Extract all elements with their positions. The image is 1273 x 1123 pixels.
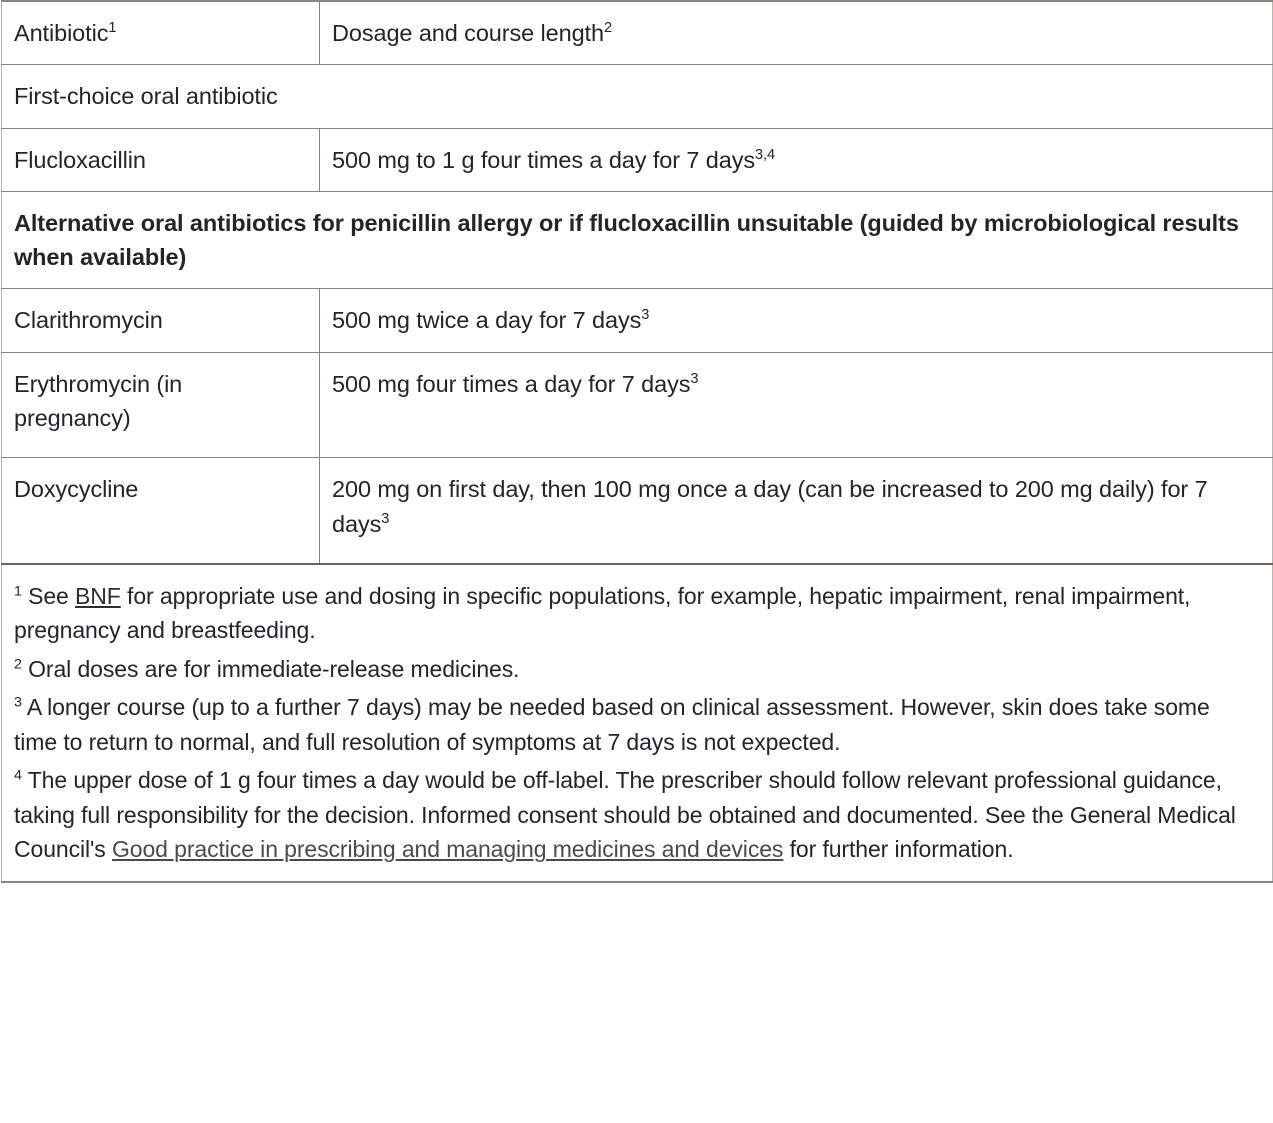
dose-footnote-marker: 3 xyxy=(381,510,390,527)
section-row-alternatives xyxy=(2,191,1273,289)
footnote-1 xyxy=(14,579,1258,648)
drug-name-flucloxacillin: Flucloxacillin xyxy=(2,128,320,191)
table-row xyxy=(2,289,1273,352)
dose-text: 200 mg on first day, then 100 mg once a day (can be increased to 200 mg daily) for 7 days xyxy=(332,476,1208,537)
section-label-alternatives: Alternative oral antibiotics for penicillin allergy or if flucloxacillin unsuitable (guided by microbiological results when available) xyxy=(2,191,1273,289)
drug-name-erythromycin: Erythromycin (in pregnancy) xyxy=(2,352,320,458)
dose-footnote-marker: 3 xyxy=(641,307,650,324)
table-row xyxy=(2,352,1273,458)
footnote-2 xyxy=(14,652,1258,687)
table-row xyxy=(2,128,1273,191)
table-row xyxy=(2,458,1273,564)
dose-text: 500 mg to 1 g four times a day for 7 days xyxy=(332,146,756,173)
footnotes-row xyxy=(2,564,1273,882)
footnote-4-text-before-link: The upper dose of 1 g four times a day would be off-label. The prescriber should follow relevant professional guidance, taking full responsibility for the decision. Informed consent should be obtained and documented. See the General Medical Council's xyxy=(14,767,1236,863)
bnf-link[interactable]: BNF xyxy=(75,582,121,609)
footnote-4-text-after-link: for further information. xyxy=(783,836,1014,863)
drug-name-clarithromycin: Clarithromycin xyxy=(2,289,320,352)
column-header-antibiotic-footnote-marker: 1 xyxy=(108,20,117,37)
section-label-first-choice: First-choice oral antibiotic xyxy=(2,65,1273,128)
footnote-4 xyxy=(14,763,1258,867)
column-header-antibiotic-label: Antibiotic xyxy=(14,20,109,46)
antibiotic-dosage-table xyxy=(1,0,1273,883)
dose-erythromycin xyxy=(320,352,1273,458)
footnote-1-text-after-link: for appropriate use and dosing in specific populations, for example, hepatic impairment, renal impairment, pregnancy and breastfeeding. xyxy=(14,582,1191,644)
column-header-antibiotic xyxy=(2,1,320,65)
dose-text: 500 mg four times a day for 7 days xyxy=(332,370,691,397)
column-header-dosage xyxy=(320,1,1273,65)
footnote-1-marker: 1 xyxy=(14,583,22,600)
footnote-3-marker: 3 xyxy=(14,694,22,711)
footnote-1-text-before-link: See xyxy=(28,582,76,609)
table-header-row xyxy=(2,1,1273,65)
drug-name-doxycycline: Doxycycline xyxy=(2,458,320,564)
section-row-first-choice xyxy=(2,65,1273,128)
column-header-dosage-label: Dosage and course length xyxy=(332,20,604,46)
gmc-good-practice-link[interactable]: Good practice in prescribing and managing medicines and devices xyxy=(112,836,784,863)
dose-flucloxacillin xyxy=(320,128,1273,191)
dose-clarithromycin xyxy=(320,289,1273,352)
footnote-2-text: Oral doses are for immediate-release medicines. xyxy=(28,655,520,682)
footnote-2-marker: 2 xyxy=(14,656,22,673)
column-header-dosage-footnote-marker: 2 xyxy=(603,20,612,37)
dose-text: 500 mg twice a day for 7 days xyxy=(332,307,642,334)
footnote-4-marker: 4 xyxy=(14,767,22,784)
footnote-3 xyxy=(14,690,1258,759)
dose-footnote-marker: 3,4 xyxy=(755,146,775,163)
dose-doxycycline xyxy=(320,458,1273,564)
footnotes-container xyxy=(2,564,1273,882)
footnote-3-text: A longer course (up to a further 7 days) may be needed based on clinical assessment. However, skin does take some time to return to normal, and full resolution of symptoms at 7 days is not expected. xyxy=(14,694,1210,755)
dose-footnote-marker: 3 xyxy=(690,370,699,387)
